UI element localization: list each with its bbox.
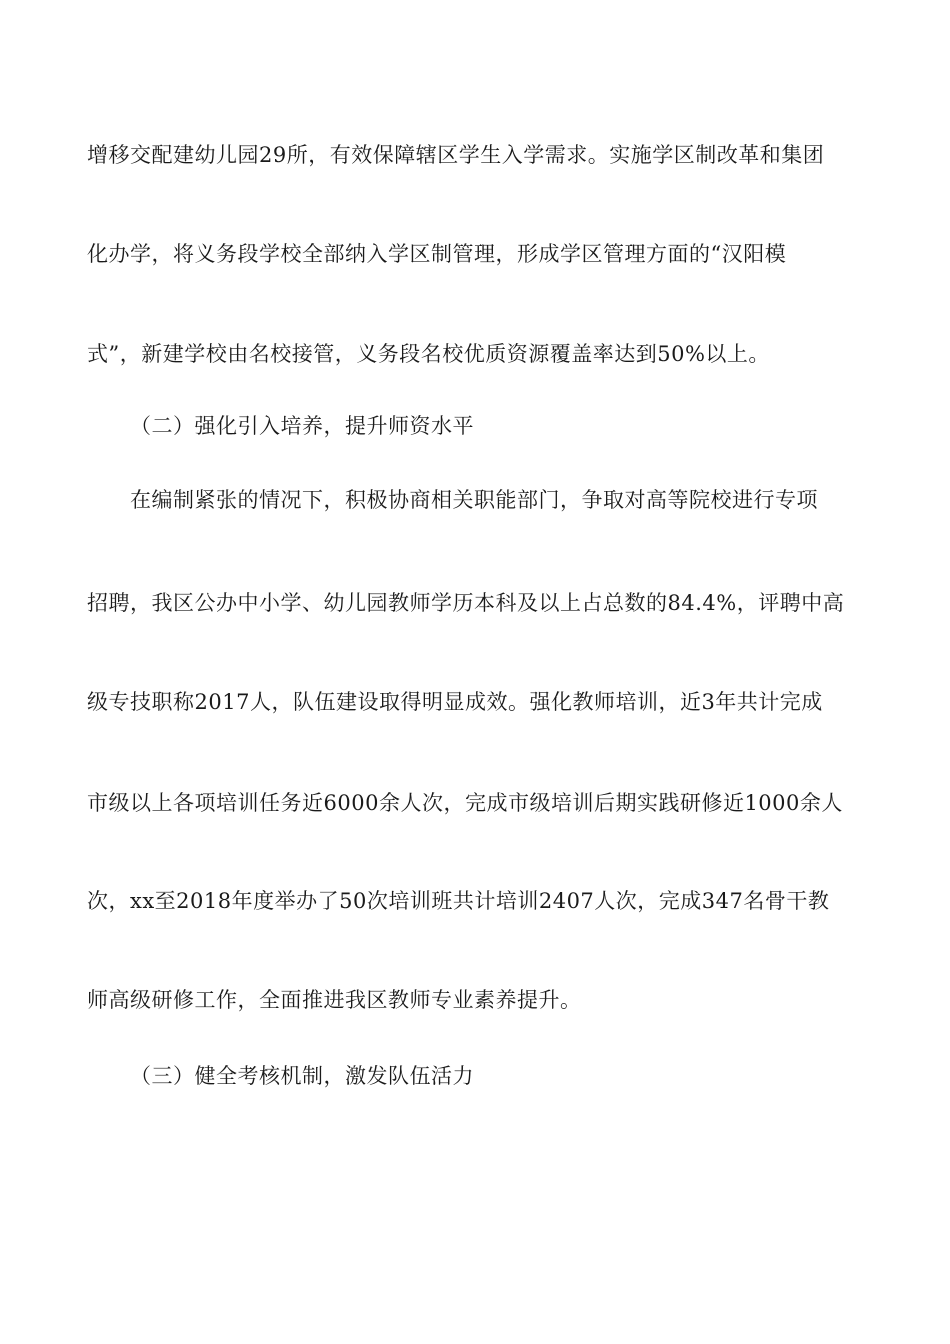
- section-heading: （三）健全考核机制，激发队伍活力: [130, 1064, 474, 1088]
- paragraph-line: 增移交配建幼儿园29所，有效保障辖区学生入学需求。实施学区制改革和集团: [87, 143, 825, 167]
- paragraph-line: 在编制紧张的情况下，积极协商相关职能部门，争取对高等院校进行专项: [130, 488, 818, 512]
- paragraph-line: 市级以上各项培训任务近6000余人次，完成市级培训后期实践研修近1000余人: [87, 791, 843, 815]
- paragraph-line: 招聘，我区公办中小学、幼儿园教师学历本科及以上占总数的84.4%，评聘中高: [87, 591, 845, 615]
- paragraph-line: 式”，新建学校由名校接管，义务段名校优质资源覆盖率达到50%以上。: [87, 342, 770, 366]
- paragraph-line: 级专技职称2017人，队伍建设取得明显成效。强化教师培训，近3年共计完成: [87, 690, 823, 714]
- paragraph-line: 次，xx至2018年度举办了50次培训班共计培训2407人次，完成347名骨干教: [87, 889, 830, 913]
- paragraph-line: 师高级研修工作，全面推进我区教师专业素养提升。: [87, 988, 582, 1012]
- paragraph-line: 化办学，将义务段学校全部纳入学区制管理，形成学区管理方面的“汉阳模: [87, 242, 787, 266]
- section-heading: （二）强化引入培养，提升师资水平: [130, 414, 474, 438]
